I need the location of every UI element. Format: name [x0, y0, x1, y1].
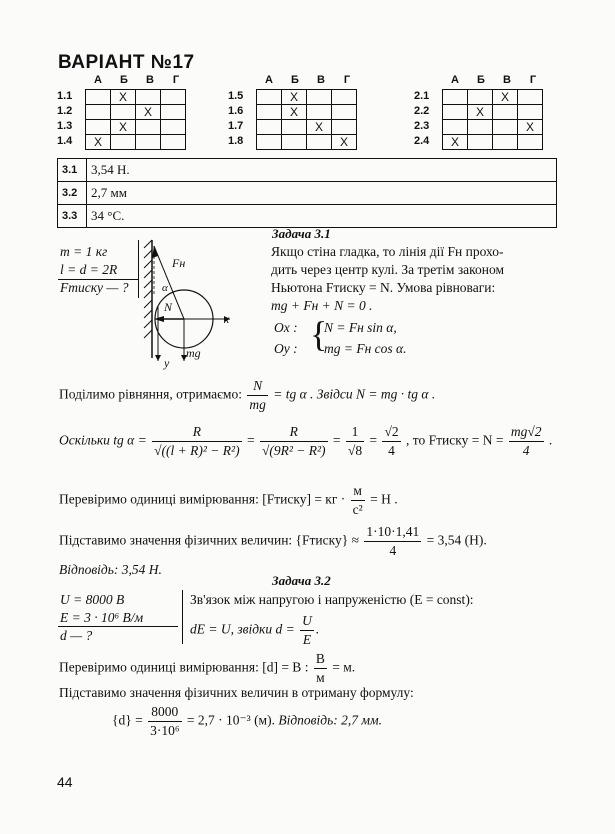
grid-row-label: 2.4	[414, 135, 430, 147]
oy-label: Oy :	[274, 341, 298, 356]
grid-column-label: Б	[120, 74, 128, 86]
page-number: 44	[57, 774, 73, 790]
tangent-line: Оскільки tg α = $\frac{R}{\text{√((l + R)² − R²)}}$ = $\frac{R}{\text{√(9R² − R²)}}$ = $\frac{1}{√8}$ = $\frac{√2}{4}$ , то Fтиску = N = $\frac{mg√2}{4}$ .	[59, 424, 553, 458]
grid-column-label: В	[503, 74, 511, 86]
grid-cell	[306, 134, 332, 150]
diagram-alpha-label: α	[162, 282, 168, 294]
given-separator	[182, 590, 183, 644]
grid-row-label: 1.2	[57, 105, 73, 117]
oy-equation: mg = Fн cos α.	[324, 341, 407, 356]
grid-row-label: 2.3	[414, 120, 430, 132]
grid-column-label: Б	[291, 74, 299, 86]
answer-value: 34 °С.	[87, 205, 557, 228]
short-answers-table	[57, 158, 557, 228]
diagram-normal-label: N	[164, 300, 173, 314]
grid-cell	[85, 89, 111, 105]
grid-cell	[467, 89, 493, 105]
given-mass: m = 1 кг	[60, 244, 108, 259]
grid-cell	[331, 104, 357, 120]
variant-heading: ВАРІАНТ №17	[58, 52, 195, 73]
grid-row-label: 1.6	[228, 105, 244, 117]
task-31-text-line1: Якщо стіна гладка, то лінія дії Fн прохо-	[271, 244, 504, 259]
grid-cell	[160, 104, 186, 120]
grid-row-label: 1.1	[57, 90, 73, 102]
answer-value: 3,54 Н.	[87, 159, 557, 182]
grid-cell	[492, 119, 518, 135]
grid-column-label: Г	[343, 74, 351, 86]
grid-column-label: А	[451, 74, 459, 86]
grid-row-label: 1.4	[57, 135, 73, 147]
grid-column-label: В	[317, 74, 325, 86]
grid-column-label: В	[146, 74, 154, 86]
table-row	[58, 182, 557, 205]
task-31-answer: Відповідь: 3,54 Н.	[59, 562, 162, 577]
answer-value: 2,7 мм	[87, 182, 557, 205]
grid-cell: X	[492, 89, 518, 105]
equilibrium-equation: mg + Fн + N = 0 .	[271, 298, 373, 313]
task-32-substitution-text: Підставимо значення фізичних величин в отриману формулу:	[59, 685, 414, 700]
table-row	[58, 205, 557, 228]
substitution-line: Підставимо значення фізичних величин: {Fтиску} ≈ $\frac{1\cdot 10\cdot 1,41}{4}$ = 3,54 (Н).	[59, 524, 487, 558]
diagram-mg-label: mg	[186, 346, 201, 360]
grid-column-label: Г	[529, 74, 537, 86]
ox-equation: N = Fн sin α,	[324, 320, 397, 335]
system-brace: {	[310, 314, 328, 354]
task-32-calculation: {d} = $\frac{8000}{\text{3·10⁶}}$ = 2,7 · 10⁻³ (м). Відповідь: 2,7 мм.	[112, 704, 382, 738]
task-31-text-line2: дить через центр кулі. За третім законом	[271, 262, 505, 277]
grid-cell	[110, 134, 136, 150]
grid-cell	[442, 119, 468, 135]
fraction: $\frac{8000}{\text{3·10⁶}}$	[150, 704, 180, 738]
find-force: Fтиску — ?	[60, 280, 129, 295]
fraction: $\frac{√2}{4}$	[384, 424, 399, 458]
task-31-title: Задача 3.1	[272, 226, 331, 241]
given-voltage: U = 8000 В	[60, 592, 125, 607]
grid-cell	[281, 134, 307, 150]
grid-cell	[306, 89, 332, 105]
grid-cell	[442, 104, 468, 120]
diagram-x-label: x	[224, 312, 230, 326]
grid-cell	[331, 119, 357, 135]
grid-cell	[160, 89, 186, 105]
grid-cell	[256, 119, 282, 135]
grid-row	[414, 119, 546, 135]
grid-cell	[442, 89, 468, 105]
task-32-title: Задача 3.2	[272, 573, 331, 588]
grid-column-label: Б	[477, 74, 485, 86]
fraction: $\frac{1\cdot 10\cdot 1,41}{4}$	[366, 524, 420, 558]
divide-text: Поділимо рівняння, отримаємо:	[59, 386, 242, 402]
grid-cell: X	[85, 134, 111, 150]
grid-row	[228, 134, 360, 150]
task-32-units-line: Перевіримо одиниці вимірювання: [d] = В : $\frac{В}{м}$ = м.	[59, 651, 356, 685]
grid-row	[57, 104, 189, 120]
given-length: l = d = 2R	[60, 262, 118, 277]
fraction: $\frac{R}{\text{√(9R² − R²)}}$	[261, 424, 326, 458]
diagram-y-label: y	[164, 356, 170, 370]
grid-cell: X	[110, 119, 136, 135]
fraction: $\frac{1}{√8}$	[347, 424, 363, 458]
grid-cell	[492, 104, 518, 120]
fraction: $\frac{N}{mg}$	[249, 378, 266, 412]
grid-cell	[160, 134, 186, 150]
grid-cell	[306, 104, 332, 120]
grid-row-label: 1.3	[57, 120, 73, 132]
grid-row-label: 1.8	[228, 135, 244, 147]
grid-cell	[85, 104, 111, 120]
task-32-text-line1: Зв'язок між напругою і напруженістю (E = const):	[190, 592, 474, 607]
grid-cell	[135, 89, 161, 105]
fraction: $\frac{mg√2}{4}$	[510, 424, 542, 458]
grid-cell	[492, 134, 518, 150]
fraction: $\frac{В}{м}$	[315, 651, 325, 685]
grid-cell: X	[331, 134, 357, 150]
ox-label: Ox :	[274, 320, 298, 335]
answer-number: 3.1	[58, 159, 87, 182]
grid-row-label: 1.7	[228, 120, 244, 132]
grid-cell	[517, 89, 543, 105]
grid-column-label: А	[265, 74, 273, 86]
diagram-force-label: Fн	[172, 256, 186, 270]
grid-row	[57, 119, 189, 135]
grid-cell	[256, 89, 282, 105]
grid-cell: X	[517, 119, 543, 135]
grid-cell	[517, 104, 543, 120]
grid-row	[228, 89, 360, 105]
grid-cell	[256, 134, 282, 150]
grid-cell	[467, 119, 493, 135]
grid-cell	[135, 134, 161, 150]
answer-number: 3.3	[58, 205, 87, 228]
grid-cell	[467, 134, 493, 150]
grid-column-label: Г	[172, 74, 180, 86]
grid-row	[414, 89, 546, 105]
table-row	[58, 159, 557, 182]
grid-cell: X	[281, 104, 307, 120]
grid-row	[228, 104, 360, 120]
grid-row-label: 2.1	[414, 90, 430, 102]
grid-cell: X	[110, 89, 136, 105]
grid-cell: X	[442, 134, 468, 150]
grid-cell	[281, 119, 307, 135]
grid-cell	[85, 119, 111, 135]
grid-row	[57, 134, 189, 150]
grid-cell: X	[306, 119, 332, 135]
grid-row	[414, 104, 546, 120]
grid-cell: X	[281, 89, 307, 105]
grid-row	[414, 134, 546, 150]
grid-row	[57, 89, 189, 105]
grid-row-label: 1.5	[228, 90, 244, 102]
grid-row-label: 2.2	[414, 105, 430, 117]
find-distance: d — ?	[60, 628, 93, 643]
grid-cell	[331, 89, 357, 105]
given-field: E = 3 · 10⁶ В/м	[60, 610, 144, 625]
divide-line: Поділимо рівняння, отримаємо: $\frac{N}{mg}$ = tg α . Звідси N = mg · tg α .	[59, 378, 436, 412]
fraction: $\frac{м}{\text{с²}}$	[352, 483, 363, 517]
grid-cell	[517, 134, 543, 150]
grid-cell	[160, 119, 186, 135]
fraction: $\frac{U}{E}$	[302, 613, 312, 647]
grid-cell	[135, 119, 161, 135]
grid-row	[228, 119, 360, 135]
grid-column-label: А	[94, 74, 102, 86]
answer-number: 3.2	[58, 182, 87, 205]
task-32-text-line2: dE = U, звідки d = $\frac{U}{E}$ .	[190, 613, 320, 647]
units-check-line: Перевіримо одиниці вимірювання: [Fтиску] = кг · $\frac{м}{\text{с²}}$ = Н .	[59, 483, 398, 517]
grid-cell: X	[467, 104, 493, 120]
fraction: $\frac{R}{\text{√((l + R)² − R²)}}$	[154, 424, 240, 458]
given-separator	[138, 240, 139, 298]
grid-cell: X	[135, 104, 161, 120]
grid-cell	[256, 104, 282, 120]
task-31-text-line3: Ньютона Fтиску = N. Умова рівноваги:	[271, 280, 496, 295]
grid-cell	[110, 104, 136, 120]
